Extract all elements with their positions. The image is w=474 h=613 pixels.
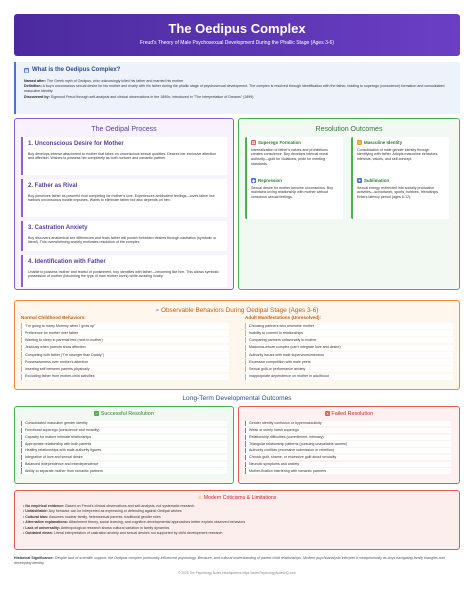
intro-heading: What is the Oedipus Complex?: [32, 67, 121, 73]
criticism-item: • No empirical evidence: Based on Freud's clinical observations and self-analysis, not systematic research: [23, 504, 195, 508]
list-item: Jealousy when parents show affection: [21, 345, 229, 351]
criticism-text: Anthropological research shows cultural variation in family dynamics: [60, 525, 170, 530]
list-item: Comparing partners unfavorably to mother: [245, 337, 453, 343]
intro-definition: [24, 84, 452, 93]
criticism-label: No empirical evidence:: [25, 504, 65, 508]
discovered-label: Discovered by:: [24, 94, 50, 99]
outcome-title: Repression: [258, 178, 282, 183]
list-item: Appropriate relationship with both parents: [21, 441, 227, 446]
intro-section: [14, 62, 460, 114]
criticism-item: • Unfalsifiable: Any behavior can be interpreted as expressing or defending against Oedipal wishes: [23, 509, 182, 514]
criticisms-title: Modern Criticisms & Limitations: [203, 495, 277, 501]
stage-text: Unable to possess mother and fearful of punishment, boy identifies with father—becoming like him. This allows symbolic possession of mother (becoming the type of man mother loves) while avoiding rivalry.: [28, 269, 219, 279]
list-item: Healthy relationships with male authority figures: [21, 448, 227, 453]
page-title: The Oedipus Complex: [168, 21, 306, 36]
list-item: Gender identity confusion or hypermasculinity: [245, 421, 451, 426]
list-item: Wanting to sleep in parental bed (next to mother): [21, 337, 229, 343]
list-item: Mother-fixation interfering with romantic partners: [245, 468, 451, 473]
list-item: Madonna-whore complex (can't integrate love and desire): [245, 345, 453, 351]
fail-title: Failed Resolution: [331, 411, 374, 417]
list-item: Chronic guilt, shame, or excessive guilt about sexuality: [245, 455, 451, 460]
criticism-item: • Cultural bias: Assumes nuclear family, heterosexual parents, traditional gender roles: [23, 514, 161, 519]
list-item: Triangular relationship patterns (pursuing unavailable women): [245, 441, 451, 446]
significance-label: Historical Significance:: [14, 556, 54, 560]
normal-behaviors-list: [21, 323, 229, 380]
outcome-text: Internalization of father's values and prohibitions creates conscience. Boy develops internal moral authority—guilt for violations, pride for meeting standards.: [251, 147, 329, 166]
criticism-label: Alternative explanations:: [25, 520, 69, 525]
intro-named: [24, 79, 452, 84]
stage-text: Boy perceives father as powerful rival competing for mother's love. Experiences ambivalent feelings—loves father but harbors unconscious hostile impulses. Wants to eliminate father but also depends on him.: [28, 193, 215, 203]
list-item: Balanced independence and interdependence: [21, 462, 227, 467]
stage-card: [21, 137, 227, 175]
outcome-heading-row: [251, 178, 339, 184]
stage-text: Boy discovers anatomical sex differences and fears father will punish forbidden desires through castration (symbolic or literal). This overwhelming anxiety motivates resolution of the complex.: [28, 235, 217, 245]
criticism-label: Lack of universality:: [25, 525, 61, 530]
normal-behaviors-title: Normal Childhood Behaviors:: [21, 315, 86, 320]
outcome-card: [245, 175, 343, 219]
outcome-title: Masculine Identity: [364, 140, 403, 145]
normal-behaviors-column: [21, 315, 229, 381]
criticism-label: Unfalsifiable:: [25, 509, 48, 514]
list-item: Neurotic symptoms and anxiety: [245, 462, 451, 467]
outcome-text: Consolidation of male gender identity through identifying with father. Adopts masculine behaviors, interests, values, and self-concept.: [357, 147, 439, 162]
list-item: Competing with father ("I'm stronger than Daddy"): [21, 352, 229, 358]
named-label: Named after:: [24, 78, 46, 83]
list-item: Weak or overly harsh superego: [245, 428, 451, 433]
oedipal-process-panel: [14, 118, 234, 290]
outcome-heading-row: [251, 140, 339, 146]
person-icon: ☺: [357, 140, 362, 146]
criticism-text: Based on Freud's clinical observations and self-analysis, not systematic research: [65, 504, 195, 508]
header-banner: [14, 14, 460, 56]
outcome-text: Sexual desire for mother become unconscious. Boy maintains loving relationship with mother without conscious sexual feelings.: [251, 185, 334, 200]
magnifier-icon: ⌕: [155, 307, 160, 314]
criticism-text: Literal interpretation of castration anxiety and sexual desires not supported by child development research: [54, 531, 223, 536]
behaviors-panel: [14, 300, 460, 390]
criticism-label: Outdated views:: [25, 531, 54, 536]
success-list: [21, 421, 227, 475]
list-item: Authority conflicts (excessive submission or rebellion): [245, 448, 451, 453]
list-item: Sexual guilt or performance anxiety: [245, 366, 453, 372]
success-heading-row: [15, 411, 233, 418]
sparkle-icon: ✦: [357, 178, 362, 184]
list-item: Excluding father from mother-child activities: [21, 374, 229, 380]
list-item: Inserting self between parents physically: [21, 366, 229, 372]
intro-heading-row: [24, 67, 452, 75]
outcome-heading-row: [357, 178, 445, 184]
list-item: Possessiveness over mother's attention: [21, 359, 229, 365]
discovered-text: Sigmund Freud through self-analysis and clinical observations in the 1890s; introduced in "The Interpretation of Dreams" (1899): [50, 94, 254, 99]
stage-title: 4. Identification with Father: [28, 259, 106, 265]
scales-icon: ⚖: [251, 140, 256, 146]
adult-manifestations-list: [245, 323, 453, 380]
outcome-title: Superego Formation: [258, 140, 301, 145]
stage-title: 2. Father as Rival: [28, 183, 78, 189]
named-text: The Greek myth of Oedipus, who unknowingly killed his father and married his mother: [46, 78, 184, 83]
fail-list: [245, 421, 451, 475]
criticism-text: Attachment theory, social learning, and cognitive-developmental approaches better explain observed behaviors: [68, 520, 246, 525]
behaviors-title: Observable Behaviors During Oedipal Stage (Ages 3-6): [161, 307, 319, 314]
shield-icon: ◆: [251, 178, 256, 184]
outcome-heading-row: [357, 140, 445, 146]
criticism-item: • Alternative explanations: Attachment theory, social learning, and cognitive-developmental approaches better explain observed behaviors: [23, 520, 246, 525]
fail-heading-row: [239, 411, 459, 418]
stage-title: 1. Unconscious Desire for Mother: [28, 141, 124, 147]
stage-card: [21, 221, 227, 251]
criticisms-heading-row: [15, 495, 459, 502]
stage-title: 3. Castration Anxiety: [28, 225, 88, 231]
criticism-text: Assumes nuclear family, heterosexual parents, traditional gender roles: [49, 514, 161, 519]
success-title: Successful Resolution: [100, 411, 154, 417]
list-item: Inability to commit to relationships: [245, 330, 453, 336]
outcome-text: Sexual energy redirected into socially productive activities—schoolwork, sports, hobbies, friendships. Enters latency period (ages 6-12).: [357, 185, 440, 200]
copyright: © 2025 The Psychology Notes Headquarters https://www.PsychologyNotesHQ.com: [178, 571, 296, 575]
outcome-card: [351, 175, 449, 219]
list-item: "I'm going to marry Mommy when I grow up": [21, 323, 229, 329]
list-item: Excessive competition with male peers: [245, 359, 453, 365]
failed-resolution-panel: [238, 406, 460, 484]
outcomes-title: Resolution Outcomes: [315, 126, 383, 133]
page-subtitle: Freud's Theory of Male Psychosexual Development During the Phallic Stage (Ages 3-6): [139, 40, 334, 46]
list-item: Integration of love and sexual desire: [21, 455, 227, 460]
definition-text: A boy's unconscious sexual desire for his mother and rivalry with his father during the phallic stage of psychosexual development. The complex is resolved through identification with the father, leading to superego (conscience) formation and consolidated masculine identity.: [24, 84, 445, 94]
list-item: Relationship difficulties (commitment, intimacy): [245, 435, 451, 440]
list-item: Preference for mother over father: [21, 330, 229, 336]
process-title: The Oedipal Process: [91, 126, 157, 133]
list-item: Authority issues with male supervisors/mentors: [245, 352, 453, 358]
definition-label: Definition:: [24, 84, 42, 89]
list-item: Functional superego (conscience and morality): [21, 428, 227, 433]
stage-card: [21, 255, 227, 287]
adult-manifestations-title: Adult Manifestations (Unresolved):: [245, 315, 322, 320]
cross-icon: ✕: [325, 411, 330, 416]
criticism-label: Cultural bias:: [25, 514, 49, 519]
significance-text: Despite lack of scientific support, the Oedipus complex profoundly influenced psychology, literature, and cultural understanding of parent-child relationships. Modern psychoanalysts interpret it metaphorically as boys navigating family triangles and developing identity.: [14, 556, 445, 565]
historical-significance: [14, 556, 460, 565]
list-item: Inappropriate dependence on mother in adulthood: [245, 374, 453, 380]
criticism-item: • Outdated views: Literal interpretation of castration anxiety and sexual desires not supported by child development research: [23, 531, 223, 536]
list-item: Capacity for mature intimate relationships: [21, 435, 227, 440]
criticisms-list: [23, 504, 453, 537]
book-icon: ▤: [24, 68, 29, 74]
resolution-outcomes-panel: [238, 118, 460, 290]
list-item: Choosing partners who resemble mother: [245, 323, 453, 329]
criticisms-panel: [14, 490, 460, 550]
criticism-item: • Lack of universality: Anthropological research shows cultural variation in family dynamics: [23, 525, 170, 530]
warning-icon: ⚠: [197, 495, 203, 501]
check-icon: ✓: [95, 411, 99, 416]
stage-card: [21, 179, 227, 217]
longterm-title: Long-Term Developmental Outcomes: [182, 395, 292, 402]
stage-text: Boy develops intense attachment to mother that takes on unconscious sexual qualities. Desires her exclusive attention and affection. Wishes to possess her completely as both nurturer and romantic partner.: [28, 151, 217, 161]
outcome-title: Sublimation: [364, 178, 390, 183]
list-item: Ability to separate mother from romantic partners: [21, 468, 227, 473]
criticism-text: Any behavior can be interpreted as expressing or defending against Oedipal wishes: [48, 509, 182, 514]
intro-discovered: [24, 95, 452, 100]
successful-resolution-panel: [14, 406, 234, 484]
adult-manifestations-column: [245, 315, 453, 381]
list-item: Consolidated masculine gender identity: [21, 421, 227, 426]
